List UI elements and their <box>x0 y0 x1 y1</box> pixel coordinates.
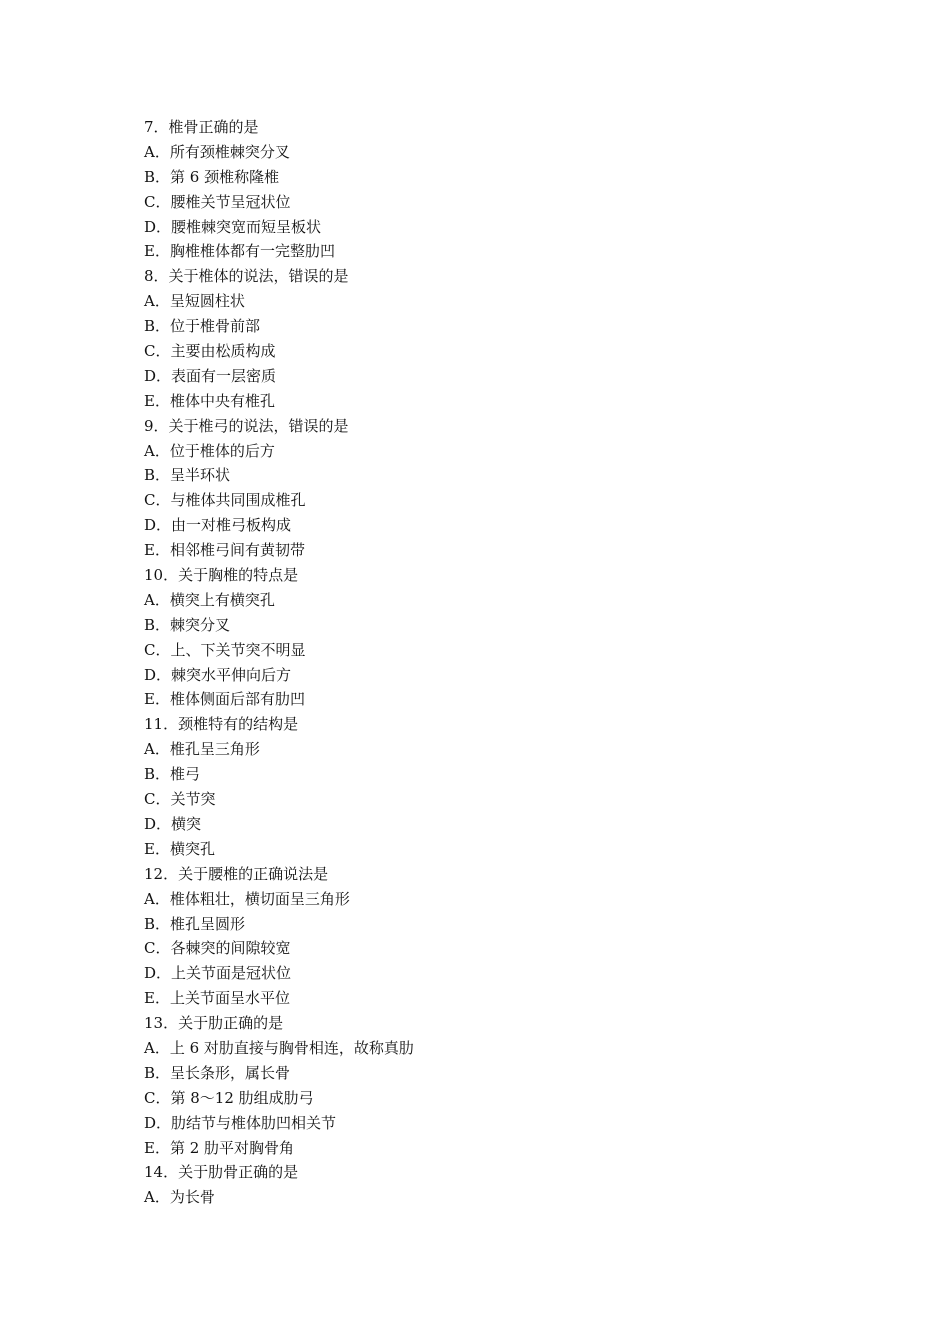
option-a: A．椎孔呈三角形 <box>144 740 260 759</box>
question-9 <box>144 414 864 563</box>
option-c: C．腰椎关节呈冠状位 <box>144 192 291 211</box>
question-list <box>144 115 864 1210</box>
option-d: D．棘突水平伸向后方 <box>144 665 292 684</box>
option-b: B．椎弓 <box>144 765 201 784</box>
question-stem: 10．关于胸椎的特点是 <box>144 566 299 585</box>
question-stem: 13．关于肋正确的是 <box>144 1014 284 1033</box>
question-stem: 11．颈椎特有的结构是 <box>144 715 299 734</box>
option-c: C．与椎体共同围成椎孔 <box>144 491 306 510</box>
question-stem: 9．关于椎弓的说法，错误的是 <box>144 416 349 435</box>
option-e: E．第 2 肋平对胸骨角 <box>144 1138 295 1157</box>
option-d: D．表面有一层密质 <box>144 366 277 385</box>
option-b: B．呈长条形，属长骨 <box>144 1063 291 1082</box>
option-b: B．椎孔呈圆形 <box>144 914 246 933</box>
question-14 <box>144 1160 864 1210</box>
option-a: A．横突上有横突孔 <box>144 590 275 609</box>
option-e: E．椎体侧面后部有肋凹 <box>144 690 305 709</box>
option-a: A．椎体粗壮，横切面呈三角形 <box>144 889 350 908</box>
option-c: C．关节突 <box>144 790 216 809</box>
question-stem: 14．关于肋骨正确的是 <box>144 1163 299 1182</box>
question-stem: 12．关于腰椎的正确说法是 <box>144 864 329 883</box>
option-c: C．上、下关节突不明显 <box>144 640 306 659</box>
option-e: E．横突孔 <box>144 839 215 858</box>
question-7 <box>144 115 864 264</box>
question-stem: 7．椎骨正确的是 <box>144 118 259 136</box>
option-e: E．相邻椎弓间有黄韧带 <box>144 541 305 560</box>
option-a: A．呈短圆柱状 <box>144 292 245 311</box>
option-c: C．主要由松质构成 <box>144 342 276 361</box>
option-d: D．肋结节与椎体肋凹相关节 <box>144 1113 337 1132</box>
option-b: B．呈半环状 <box>144 466 231 485</box>
question-10 <box>144 563 864 712</box>
option-a: A．所有颈椎棘突分叉 <box>144 142 290 161</box>
option-d: D．上关节面是冠状位 <box>144 964 292 983</box>
question-12 <box>144 862 864 1011</box>
question-13 <box>144 1011 864 1160</box>
option-a: A．上 6 对肋直接与胸骨相连，故称真肋 <box>144 1038 414 1057</box>
question-stem: 8．关于椎体的说法，错误的是 <box>144 267 349 286</box>
question-11 <box>144 712 864 861</box>
option-b: B．第 6 颈椎称隆椎 <box>144 167 280 186</box>
option-e: E．椎体中央有椎孔 <box>144 391 275 410</box>
option-e: E．胸椎椎体都有一完整肋凹 <box>144 242 335 261</box>
option-d: D．横突 <box>144 814 202 833</box>
question-8 <box>144 264 864 413</box>
option-c: C．各棘突的间隙较宽 <box>144 939 291 958</box>
option-a: A．为长骨 <box>144 1188 215 1207</box>
option-d: D．腰椎棘突宽而短呈板状 <box>144 217 322 236</box>
option-b: B．位于椎骨前部 <box>144 317 261 336</box>
option-d: D．由一对椎弓板构成 <box>144 516 292 535</box>
option-c: C．第 8～12 肋组成肋弓 <box>144 1088 314 1107</box>
option-a: A．位于椎体的后方 <box>144 441 275 460</box>
option-e: E．上关节面呈水平位 <box>144 989 290 1008</box>
option-b: B．棘突分叉 <box>144 615 231 634</box>
